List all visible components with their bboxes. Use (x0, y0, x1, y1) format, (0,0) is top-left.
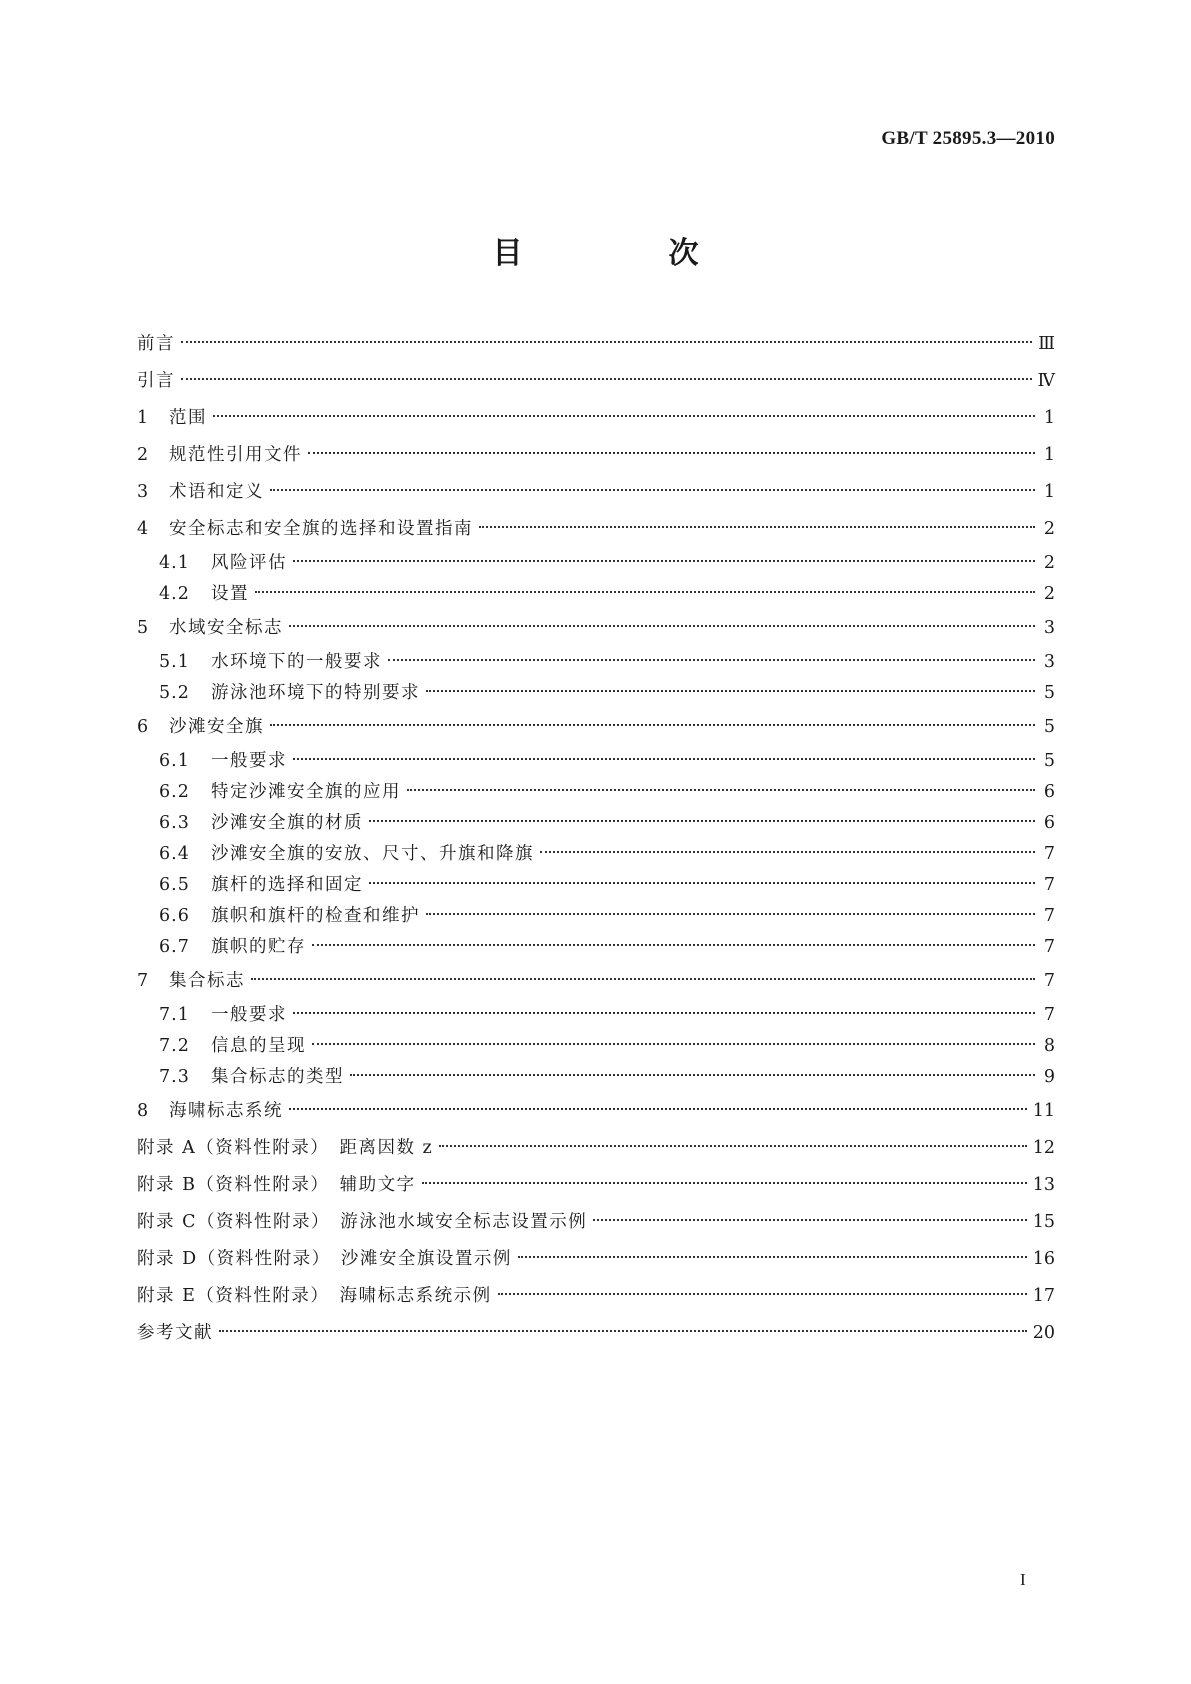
toc-entry-page: 7 (1043, 906, 1055, 926)
toc-entry[interactable] (137, 400, 1055, 437)
toc-entry[interactable] (137, 610, 1055, 647)
toc-entry-number: 6.2 (159, 782, 190, 802)
toc-entry-number: 4.1 (159, 553, 190, 573)
toc-entry[interactable] (137, 1000, 1055, 1031)
toc-dot-leader (293, 758, 1035, 760)
toc-entry-page: 8 (1043, 1036, 1055, 1056)
toc-dot-leader (498, 1293, 1027, 1295)
toc-entry-label: 特定沙滩安全旗的应用 (211, 782, 401, 802)
toc-dot-leader (350, 1074, 1035, 1076)
toc-dot-leader (219, 1330, 1027, 1332)
toc-entry[interactable] (137, 1130, 1055, 1167)
toc-entry-number: 5.2 (159, 683, 190, 703)
toc-entry-label: 术语和定义 (169, 482, 264, 502)
toc-entry-label: 一般要求 (211, 1005, 287, 1025)
toc-entry[interactable] (137, 777, 1055, 808)
toc-entry[interactable] (137, 363, 1055, 400)
toc-dot-leader (422, 1182, 1027, 1184)
toc-entry-label: 范围 (169, 408, 207, 428)
toc-entry-page: 2 (1043, 584, 1055, 604)
toc-entry[interactable] (137, 1315, 1055, 1352)
toc-dot-leader (369, 820, 1035, 822)
toc-dot-leader (181, 341, 1032, 343)
table-of-contents (137, 326, 1055, 1352)
toc-entry-label: 附录 E（资料性附录） 海啸标志系统示例 (137, 1286, 492, 1306)
toc-entry-page: 5 (1043, 751, 1055, 771)
toc-entry[interactable] (137, 1278, 1055, 1315)
toc-entry[interactable] (137, 1204, 1055, 1241)
toc-entry[interactable] (137, 746, 1055, 777)
toc-entry-label: 参考文献 (137, 1323, 213, 1343)
toc-dot-leader (289, 1108, 1027, 1110)
toc-entry-number: 6.3 (159, 813, 190, 833)
toc-entry-number: 6 (137, 717, 150, 737)
toc-entry-label: 信息的呈现 (211, 1036, 306, 1056)
toc-entry-label: 附录 A（资料性附录） 距离因数 z (137, 1138, 434, 1158)
toc-dot-leader (293, 1012, 1035, 1014)
toc-entry-number: 6.5 (159, 875, 190, 895)
toc-dot-leader (251, 978, 1035, 980)
toc-entry-number: 4 (137, 519, 150, 539)
toc-entry-number: 4.2 (159, 584, 190, 604)
toc-entry-label: 沙滩安全旗 (169, 717, 264, 737)
toc-entry-page: 11 (1032, 1101, 1055, 1121)
toc-dot-leader (213, 415, 1035, 417)
toc-entry-page: 3 (1043, 618, 1055, 638)
toc-entry-label: 前言 (137, 334, 175, 354)
toc-entry-page: 3 (1043, 652, 1055, 672)
toc-entry-label: 游泳池环境下的特别要求 (211, 683, 420, 703)
toc-dot-leader (289, 625, 1035, 627)
toc-entry-label: 规范性引用文件 (169, 445, 302, 465)
toc-dot-leader (479, 526, 1035, 528)
toc-dot-leader (518, 1256, 1027, 1258)
toc-entry[interactable] (137, 1241, 1055, 1278)
toc-entry[interactable] (137, 511, 1055, 548)
toc-entry[interactable] (137, 548, 1055, 579)
toc-dot-leader (270, 724, 1035, 726)
toc-entry-label: 安全标志和安全旗的选择和设置指南 (169, 519, 473, 539)
toc-entry-label: 水环境下的一般要求 (211, 652, 382, 672)
toc-dot-leader (439, 1145, 1026, 1147)
toc-entry-page: Ⅳ (1037, 371, 1055, 391)
toc-entry-label: 海啸标志系统 (169, 1101, 283, 1121)
toc-entry-number: 2 (137, 445, 150, 465)
toc-entry-label: 设置 (211, 584, 249, 604)
standard-number: GB/T 25895.3—2010 (881, 128, 1055, 149)
toc-entry-label: 集合标志的类型 (211, 1067, 344, 1087)
toc-entry[interactable] (137, 808, 1055, 839)
toc-entry[interactable] (137, 326, 1055, 363)
toc-entry-label: 沙滩安全旗的安放、尺寸、升旗和降旗 (211, 844, 534, 864)
toc-entry-page: 7 (1043, 875, 1055, 895)
toc-dot-leader (255, 591, 1035, 593)
toc-entry-number: 7.1 (159, 1005, 190, 1025)
toc-entry-number: 5.1 (159, 652, 190, 672)
toc-entry[interactable] (137, 901, 1055, 932)
toc-entry[interactable] (137, 709, 1055, 746)
toc-dot-leader (426, 690, 1035, 692)
toc-entry-page: 12 (1032, 1138, 1055, 1158)
toc-entry-page: 13 (1032, 1175, 1055, 1195)
toc-dot-leader (308, 452, 1035, 454)
toc-dot-leader (369, 882, 1035, 884)
toc-entry-label: 旗帜的贮存 (211, 937, 306, 957)
toc-entry-label: 引言 (137, 371, 175, 391)
toc-entry-page: 1 (1043, 482, 1055, 502)
toc-entry-page: 2 (1043, 553, 1055, 573)
toc-entry[interactable] (137, 839, 1055, 870)
toc-entry-number: 7.2 (159, 1036, 190, 1056)
toc-entry-page: 5 (1043, 683, 1055, 703)
toc-entry-label: 一般要求 (211, 751, 287, 771)
toc-entry-page: 1 (1043, 408, 1055, 428)
toc-dot-leader (540, 851, 1035, 853)
toc-entry[interactable] (137, 932, 1055, 963)
toc-entry-label: 风险评估 (211, 553, 287, 573)
toc-entry-page: 7 (1043, 844, 1055, 864)
toc-entry-number: 6.6 (159, 906, 190, 926)
toc-entry[interactable] (137, 678, 1055, 709)
toc-entry[interactable] (137, 963, 1055, 1000)
toc-entry-page: 7 (1043, 1005, 1055, 1025)
toc-entry-number: 6.4 (159, 844, 190, 864)
toc-entry-number: 6.7 (159, 937, 190, 957)
toc-dot-leader (181, 378, 1032, 380)
toc-entry-label: 水域安全标志 (169, 618, 283, 638)
toc-entry-label: 集合标志 (169, 971, 245, 991)
toc-entry-number: 7 (137, 971, 150, 991)
toc-entry-number: 1 (137, 408, 150, 428)
toc-entry-page: 7 (1043, 971, 1055, 991)
toc-entry-page: 7 (1043, 937, 1055, 957)
toc-entry-number: 5 (137, 618, 150, 638)
toc-dot-leader (312, 1043, 1035, 1045)
toc-entry-page: Ⅲ (1038, 334, 1055, 354)
toc-dot-leader (593, 1219, 1027, 1221)
toc-entry-page: 2 (1043, 519, 1055, 539)
toc-entry-label: 沙滩安全旗的材质 (211, 813, 363, 833)
toc-entry[interactable] (137, 1167, 1055, 1204)
toc-entry-page: 20 (1032, 1323, 1055, 1343)
toc-entry[interactable] (137, 437, 1055, 474)
toc-dot-leader (426, 913, 1035, 915)
toc-entry-page: 15 (1032, 1212, 1055, 1232)
toc-entry-number: 7.3 (159, 1067, 190, 1087)
toc-entry-label: 旗帜和旗杆的检查和维护 (211, 906, 420, 926)
page-title: 目 次 (492, 236, 757, 271)
toc-entry[interactable] (137, 1093, 1055, 1130)
toc-entry-number: 8 (137, 1101, 150, 1121)
toc-entry-number: 3 (137, 482, 150, 502)
toc-entry[interactable] (137, 870, 1055, 901)
toc-entry-page: 6 (1043, 782, 1055, 802)
toc-entry[interactable] (137, 474, 1055, 511)
toc-dot-leader (293, 560, 1035, 562)
toc-dot-leader (270, 489, 1035, 491)
toc-entry-page: 1 (1043, 445, 1055, 465)
toc-dot-leader (312, 944, 1035, 946)
toc-entry-page: 17 (1032, 1286, 1055, 1306)
toc-dot-leader (388, 659, 1035, 661)
toc-entry-number: 6.1 (159, 751, 190, 771)
toc-entry-label: 旗杆的选择和固定 (211, 875, 363, 895)
toc-entry-page: 9 (1043, 1067, 1055, 1087)
toc-entry[interactable] (137, 579, 1055, 610)
page-folio: I (1020, 1570, 1026, 1589)
toc-entry-label: 附录 D（资料性附录） 沙滩安全旗设置示例 (137, 1249, 512, 1269)
toc-entry-label: 附录 C（资料性附录） 游泳池水域安全标志设置示例 (137, 1212, 588, 1232)
toc-entry-page: 6 (1043, 813, 1055, 833)
toc-dot-leader (407, 789, 1035, 791)
toc-entry[interactable] (137, 647, 1055, 678)
toc-entry-label: 附录 B（资料性附录） 辅助文字 (137, 1175, 416, 1195)
toc-entry-page: 16 (1032, 1249, 1055, 1269)
toc-entry-page: 5 (1043, 717, 1055, 737)
toc-entry[interactable] (137, 1031, 1055, 1062)
toc-entry[interactable] (137, 1062, 1055, 1093)
